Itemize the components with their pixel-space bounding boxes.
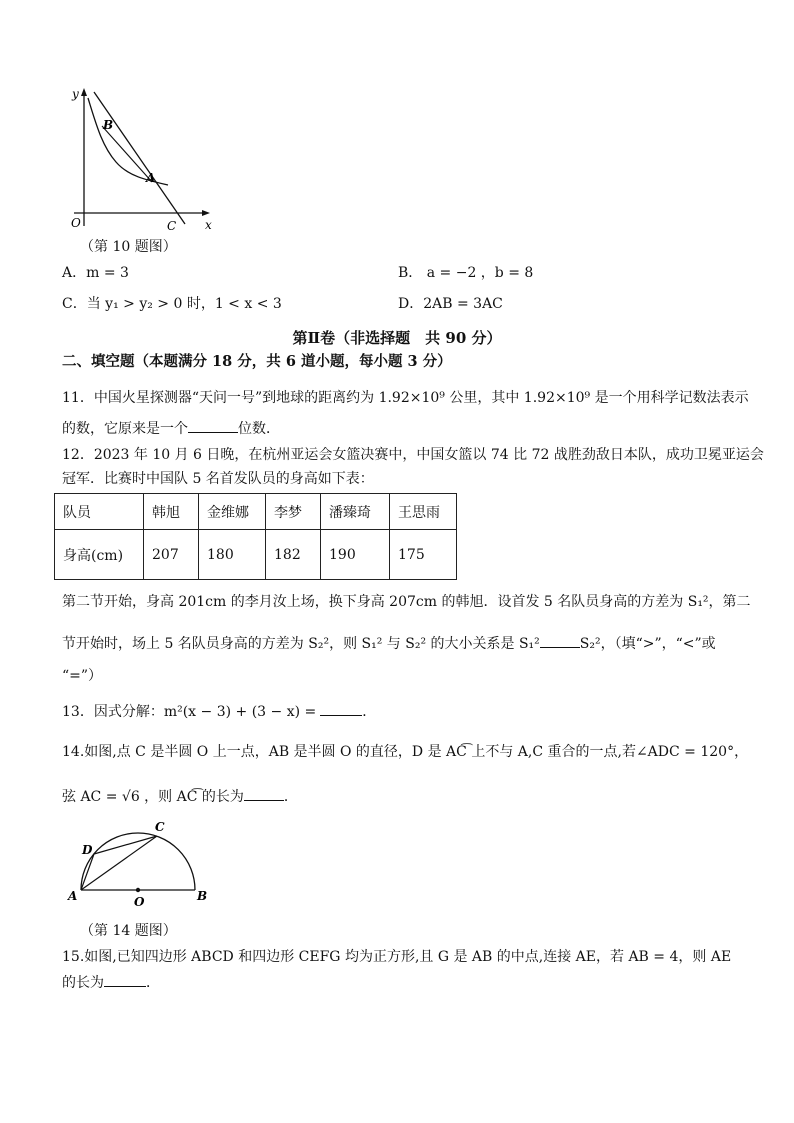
q13-line xyxy=(62,701,376,722)
q13-end: ． xyxy=(362,704,377,720)
table-row xyxy=(55,530,457,580)
table-row-label: 身高(cm) xyxy=(55,530,144,580)
fig10-label-x: x xyxy=(205,218,212,232)
table-cell: 207 xyxy=(144,530,199,580)
q15-answer-blank[interactable] xyxy=(104,972,146,987)
fig14-label-O: O xyxy=(134,895,145,909)
segment-AD xyxy=(81,854,94,890)
q11-line1: 11．中国火星探测器“天问一号”到地球的距离约为 1.92×10⁹ 公里，其中 1.92×10⁹ 是一个用科学记数法表示 xyxy=(62,390,749,406)
q11-answer-blank[interactable] xyxy=(188,418,238,433)
straight-line xyxy=(94,92,185,224)
q10-option-a: A．m = 3 xyxy=(62,265,129,281)
fig10-label-y: y xyxy=(72,87,79,101)
fig14-label-C: C xyxy=(155,820,165,834)
fig10-label-O: O xyxy=(71,216,81,230)
q14-answer-blank[interactable] xyxy=(244,786,284,801)
table-header-cell: 李梦 xyxy=(266,494,321,530)
q14-line2 xyxy=(62,786,298,807)
table-header-cell: 潘臻琦 xyxy=(321,494,390,530)
table-header-cell: 金维娜 xyxy=(199,494,266,530)
fig14-label-B: B xyxy=(197,889,208,903)
table-cell: 175 xyxy=(390,530,457,580)
table-cell: 182 xyxy=(266,530,321,580)
figure-10-caption: （第 10 题图） xyxy=(80,239,177,255)
fig10-label-C: C xyxy=(167,219,177,233)
q13-text: 13．因式分解：m²(x − 3) + (3 − x) = xyxy=(62,704,317,720)
q12-after-line2-text: 节开始时，场上 5 名队员身高的方差为 S₂²，则 S₁² 与 S₂² 的大小关系是 S₁² xyxy=(62,636,540,652)
q14-line2-end: ． xyxy=(283,789,298,805)
section-2-title: 二、填空题（本题满分 18 分，共 6 道小题，每小题 3 分） xyxy=(62,353,452,370)
table-cell: 190 xyxy=(321,530,390,580)
q14-line1: 14.如图,点 C 是半圆 O 上一点，AB 是半圆 O 的直径，D 是 AC͡ 上不与 A,C 重合的一点,若∠ADC = 120°， xyxy=(62,744,749,760)
height-table xyxy=(54,493,457,580)
q12-after-line2-end: S₂²，（填“>”，“<”或 xyxy=(579,636,716,652)
figure-10-graph xyxy=(60,84,220,234)
q15-line2 xyxy=(62,972,160,993)
table-header-cell: 队员 xyxy=(55,494,144,530)
q15-line1: 15.如图,已知四边形 ABCD 和四边形 CEFG 均为正方形,且 G 是 AB 的中点,连接 AE，若 AB = 4，则 AE xyxy=(62,949,732,965)
q12-after-line1: 第二节开始，身高 201cm 的李月汝上场，换下身高 207cm 的韩旭．设首发 5 名队员身高的方差为 S₁²，第二 xyxy=(62,594,751,610)
q13-answer-blank[interactable] xyxy=(320,701,362,716)
fig10-label-A: A xyxy=(146,171,156,185)
table-header-cell: 韩旭 xyxy=(144,494,199,530)
q12-after-line3: “=”） xyxy=(62,668,103,684)
q12-answer-blank[interactable] xyxy=(540,633,580,648)
center-point-O xyxy=(136,888,140,892)
figure-14-semicircle xyxy=(62,818,222,912)
q11-line2 xyxy=(62,418,280,439)
figure-14-caption: （第 14 题图） xyxy=(80,923,177,939)
q12-line1: 12．2023 年 10 月 6 日晚，在杭州亚运会女篮决赛中，中国女篮以 74 比 72 战胜劲敌日本队，成功卫冕亚运会 xyxy=(62,447,764,463)
table-cell: 180 xyxy=(199,530,266,580)
q12-after-line2 xyxy=(62,633,716,654)
table-header-cell: 王思雨 xyxy=(390,494,457,530)
fig14-label-A: A xyxy=(68,889,78,903)
q11-line2-end: 位数． xyxy=(238,421,280,437)
q15-line2-end: ． xyxy=(146,975,160,991)
table-header-row xyxy=(55,494,457,530)
q15-line2-text: 的长为 xyxy=(62,975,104,991)
fig10-label-B: B xyxy=(103,118,114,132)
fig14-label-D: D xyxy=(82,843,93,857)
x-axis-arrow xyxy=(202,210,210,216)
part-2-title: 第Ⅱ卷（非选择题 共 90 分） xyxy=(292,329,502,347)
y-axis-arrow xyxy=(81,88,87,96)
q11-line2-text: 的数，它原来是一个 xyxy=(62,421,188,437)
q10-option-c: C．当 y₁ > y₂ > 0 时，1 < x < 3 xyxy=(62,296,282,312)
q12-line2: 冠军．比赛时中国队 5 名首发队员的身高如下表： xyxy=(62,471,374,487)
q14-line2-text: 弦 AC = √6 ，则 AC͡ 的长为 xyxy=(62,789,244,805)
q10-option-b: B． a = −2 ，b = 8 xyxy=(398,265,534,281)
q10-option-d: D．2AB = 3AC xyxy=(398,296,503,312)
